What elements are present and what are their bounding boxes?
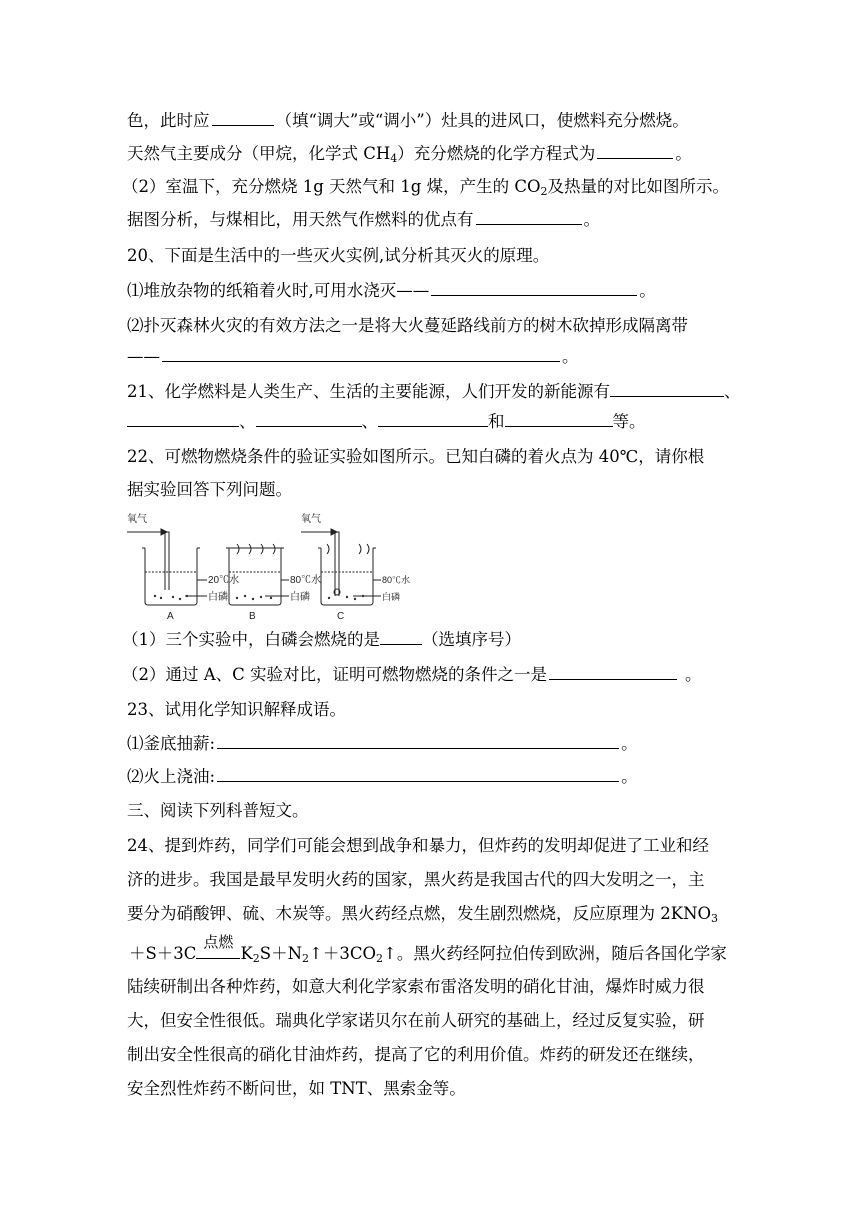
q21-line2 [127, 411, 646, 433]
q24-text: ↑＋3CO [309, 944, 376, 963]
q20-title: 20、下面是生活中的一些灭火实例,试分析其灭火的原理。 [127, 246, 550, 265]
q24-line2: 济的进步。我国是最早发明火药的国家，黑火药是我国古代的四大发明之一，主 [127, 870, 705, 889]
q20-text: ⑴堆放杂物的纸箱着火时,可用水浇灭—— [127, 281, 430, 300]
beaker-a [127, 529, 207, 605]
q22-text: （2）通过 A、C 实验对比，证明可燃物燃烧的条件之一是 [122, 665, 548, 684]
q19-text: 。 [675, 144, 692, 163]
q21-text: 21、化学燃料是人类生产、生活的主要能源，人们开发的新能源有 [127, 382, 610, 401]
subscript: 3 [711, 912, 719, 925]
q22-sub1 [122, 629, 521, 651]
q19-text: （填“调大”或“调小”）灶具的进风口，使燃料充分燃烧。 [275, 111, 689, 130]
q19-text: 据图分析，与煤相比，用天然气作燃料的优点有 [127, 210, 474, 229]
q19-text: 天然气主要成分（甲烷，化学式 CH [127, 144, 391, 163]
q24-line5: 陆续研制出各种炸药，如意大利化学家索布雷洛发明的硝化甘油，爆炸时威力很 [127, 977, 705, 996]
q24-text: K [240, 944, 253, 963]
answer-blank[interactable] [212, 110, 274, 126]
q21-text: 等。 [612, 412, 646, 431]
beaker-label-c: C [337, 611, 345, 622]
q20-item2: ⑵扑灭森林火灾的有效方法之一是将大火蔓延路线前方的树木砍掉形成隔离带 [127, 316, 688, 335]
q21-line1 [127, 381, 741, 403]
q24-line8: 安全烈性炸药不断问世，如 TNT、黑索金等。 [127, 1079, 466, 1098]
q24-line6: 大，但安全性很低。瑞典化学家诺贝尔在前人研究的基础上，经过反复实验，研 [127, 1011, 705, 1030]
q19-text: （2）室温下，充分燃烧 1g 天然气和 1g 煤，产生的 CO [122, 177, 541, 196]
q23-text: ⑴釜底抽薪: [127, 734, 216, 753]
q20-item1 [127, 280, 656, 302]
answer-blank[interactable] [597, 143, 673, 159]
answer-blank[interactable] [431, 280, 637, 296]
q24-text: S＋N [259, 944, 303, 963]
beaker-c [301, 529, 381, 605]
answer-blank[interactable] [127, 411, 239, 427]
q19-text: ）充分燃烧的化学方程式为 [397, 144, 596, 163]
q19-text: 。 [583, 210, 600, 229]
oxygen-label: 氧气 [127, 514, 147, 525]
q19-part2-line1 [122, 176, 729, 198]
answer-blank[interactable] [380, 629, 422, 645]
q19-line1 [127, 110, 689, 132]
q24-text: ＋S＋3C [129, 944, 197, 963]
answer-blank[interactable] [217, 766, 619, 782]
water-label: 80℃水 [382, 575, 411, 585]
q20-text: 。 [639, 281, 656, 300]
q24-line4 [129, 933, 727, 965]
beaker-label-b: B [249, 611, 256, 622]
subscript: 2 [540, 185, 548, 198]
condition-text: 点燃 [203, 933, 234, 951]
q24-text: ↑。黑火药经阿拉伯传到欧洲，随后各国化学家 [383, 944, 727, 963]
answer-blank[interactable] [610, 381, 724, 397]
section-3-title: 三、阅读下列科普短文。 [127, 801, 309, 820]
q19-line2 [127, 143, 692, 165]
subscript: 2 [302, 952, 310, 965]
q23-item1 [127, 733, 638, 755]
q22-line1: 22、可燃物燃烧条件的验证实验如图所示。已知白磷的着火点为 40℃，请你根 [127, 447, 705, 466]
q20-item2-line2 [127, 346, 579, 368]
water-label: 20℃水 [208, 575, 240, 586]
q20-text: —— [127, 347, 160, 366]
q20-text: 。 [562, 347, 579, 366]
q22-text: （1）三个实验中，白磷会燃烧的是 [122, 630, 380, 649]
oxygen-label: 氧气 [301, 514, 321, 525]
reaction-condition [196, 933, 240, 959]
subscript: 2 [376, 952, 383, 965]
q19-text: 及热量的对比如图所示。 [547, 177, 729, 196]
q24-line7: 制出安全性很高的硝化甘油炸药，提高了它的利用价值。炸药的研发还在继续， [127, 1045, 705, 1064]
answer-blank[interactable] [378, 411, 488, 427]
q19-part2-line2 [127, 209, 600, 231]
q24-line3 [127, 903, 718, 925]
q19-text: 色，此时应 [127, 111, 210, 130]
answer-blank[interactable] [217, 733, 619, 749]
q22-text: （选填序号） [422, 630, 521, 649]
q21-text: 、 [724, 382, 741, 401]
q23-text: 。 [621, 767, 638, 786]
phosphorus-label: 白磷 [382, 592, 401, 602]
q21-text: 、 [361, 412, 378, 431]
beaker-label-a: A [167, 611, 174, 622]
answer-blank[interactable] [162, 346, 560, 362]
q22-text: 。 [685, 665, 702, 684]
q22-sub2 [122, 664, 702, 686]
answer-blank[interactable] [505, 411, 613, 427]
q23-title: 23、试用化学知识解释成语。 [127, 700, 346, 719]
phosphorus-experiment-figure [125, 510, 411, 622]
answer-blank[interactable] [256, 411, 362, 427]
q21-text: 和 [488, 412, 505, 431]
q22-line2: 据实验回答下列问题。 [127, 480, 292, 499]
subscript: 4 [390, 152, 398, 165]
q23-text: 。 [621, 734, 638, 753]
subscript: 2 [252, 952, 260, 965]
phosphorus-label: 白磷 [208, 592, 228, 603]
q21-text: 、 [239, 412, 256, 431]
q23-text: ⑵火上浇油: [127, 767, 216, 786]
q24-line1: 24、提到炸药，同学们可能会想到战争和暴力，但炸药的发明却促进了工业和经 [127, 836, 709, 855]
answer-blank[interactable] [549, 664, 677, 680]
phosphorus-label: 白磷 [290, 592, 310, 603]
answer-blank[interactable] [476, 209, 582, 225]
q23-item2 [127, 766, 638, 788]
water-label: 80℃水 [290, 575, 322, 586]
q24-text: 要分为硝酸钾、硫、木炭等。黑火药经点燃，发生剧烈燃烧，反应原理为 2KNO [127, 904, 712, 923]
